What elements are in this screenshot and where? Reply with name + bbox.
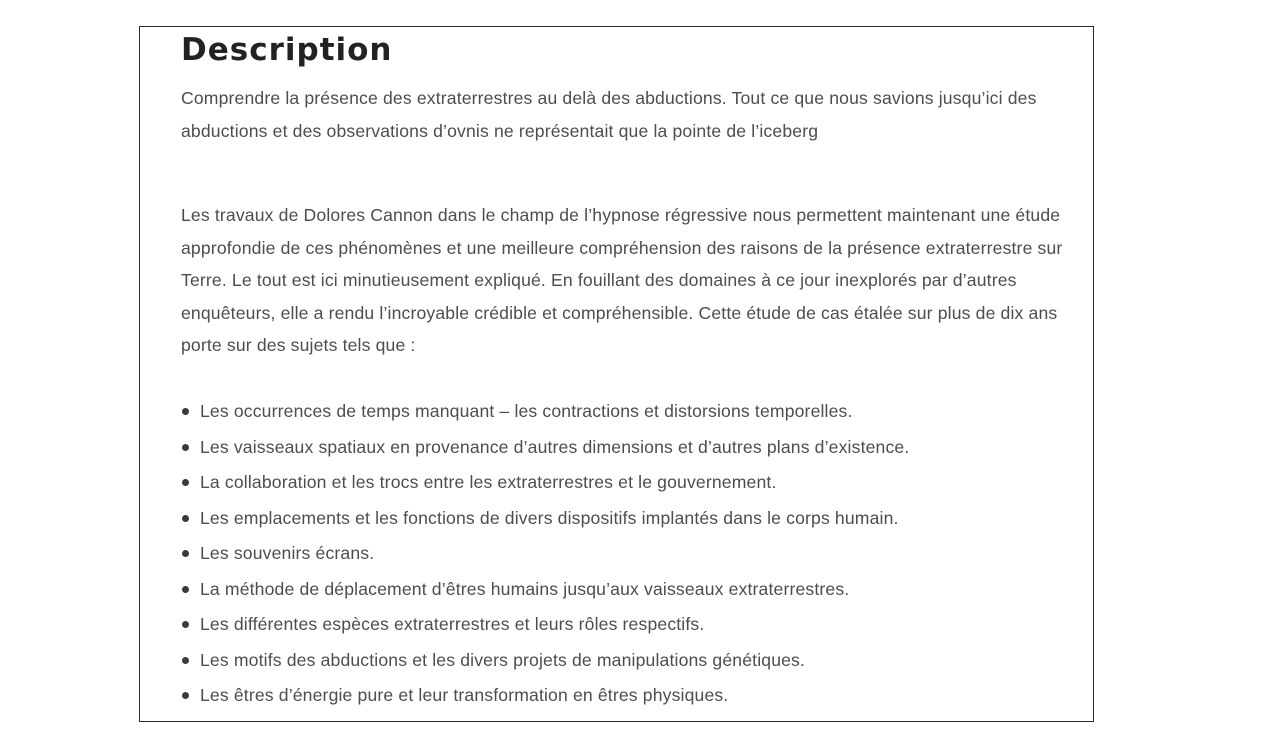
list-item-text: Les motifs des abductions et les divers projets de manipulations génétiques. [200,649,806,670]
list-item-text: Les occurrences de temps manquant – les contractions et distorsions temporelles. [200,401,853,421]
bullet-icon [182,657,189,664]
bullet-icon [182,444,189,451]
bullet-icon [182,479,189,486]
list-item-text: Les souvenirs écrans. [200,543,375,563]
section-title: Description [181,32,393,68]
list-item [181,394,909,430]
bullet-icon [182,621,189,628]
list-item-text: Les vaisseaux spatiaux en provenance d’autres dimensions et d’autres plans d’existence. [200,436,910,457]
list-item-text: La méthode de déplacement d’êtres humains jusqu’aux vaisseaux extraterrestres. [200,578,850,599]
list-item [181,465,909,501]
body-paragraph: Les travaux de Dolores Cannon dans le champ de l’hypnose régressive nous permettent maintenant une étude approfondie de ces phénomènes et une meilleure compréhension des raisons de la présence extraterrestre sur Terre. Le tout est ici minutieusement expliqué. En fouillant des domaines à ce jour inexplorés par d’autres enquêteurs, elle a rendu l’incroyable crédible et compréhensible. Cette étude de cas étalée sur plus de dix ans porte sur des sujets tels que : [181,205,1063,355]
list-item-text: Les emplacements et les fonctions de divers dispositifs implantés dans le corps humain. [200,507,899,528]
bullet-icon [182,408,189,415]
intro-paragraph: Comprendre la présence des extraterrestres au delà des abductions. Tout ce que nous savions jusqu’ici des abductions et des observations d’ovnis ne représentait que la pointe de l’iceberg [181,88,1037,141]
bullet-icon [182,515,189,522]
list-item [181,607,909,643]
list-item [181,643,909,679]
list-item-text: Les différentes espèces extraterrestres et leurs rôles respectifs. [200,614,705,634]
list-item [181,678,909,714]
topic-list [181,394,909,714]
bullet-icon [182,550,189,557]
bullet-icon [182,692,189,699]
list-item-text: Les êtres d’énergie pure et leur transformation en êtres physiques. [200,685,729,705]
description-panel [139,26,1094,722]
list-item [181,572,909,608]
list-item [181,430,909,466]
bullet-icon [182,586,189,593]
list-item-text: La collaboration et les trocs entre les extraterrestres et le gouvernement. [200,472,777,492]
list-item [181,536,909,572]
list-item [181,501,909,537]
